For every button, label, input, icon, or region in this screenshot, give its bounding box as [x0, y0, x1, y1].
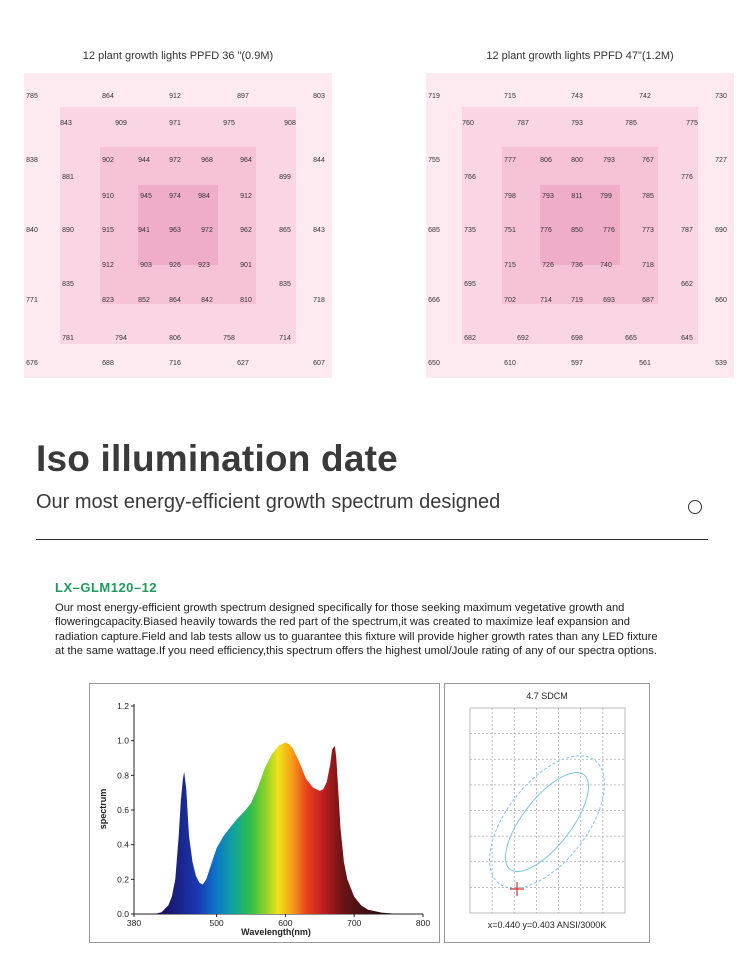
ppfd-panel-0.9m: [24, 50, 332, 380]
ppfd-value: 740: [600, 262, 612, 269]
ppfd-value: 843: [60, 120, 72, 127]
ppfd-value: 899: [279, 174, 291, 181]
product-description: Our most energy-efficient growth spectrum designed specifically for those seeking maximum vegetative growth and floweringcapacity.Biased heavily towards the red part of the spectrum,it was created to maximize leaf expansion and radiation capture.Field and lab tests allow us to guarantee this fixture will provide higher growth rates than any LED fixture at the same wattage.If you need efficiency,this spectrum offers the highest umol/Joule rating of any of our spectra options.: [55, 602, 658, 658]
ppfd-value: 751: [504, 227, 516, 234]
circle-icon: [688, 500, 702, 514]
ppfd-value: 972: [169, 157, 181, 164]
ppfd-value: 719: [428, 93, 440, 100]
ppfd-value: 742: [639, 93, 651, 100]
ppfd-value: 785: [26, 93, 38, 100]
ppfd-value: 811: [571, 193, 583, 200]
ppfd-value: 785: [625, 120, 637, 127]
y-tick-label: 0.6: [117, 805, 129, 815]
ppfd-value: 968: [201, 157, 213, 164]
spectrum-area: [134, 742, 409, 914]
x-tick-label: 700: [347, 918, 362, 928]
ppfd-value: 799: [600, 193, 612, 200]
ppfd-value: 676: [26, 360, 38, 367]
ppfd-value: 908: [284, 120, 296, 127]
sdcm-grid: [470, 708, 625, 913]
ppfd-value: 692: [517, 335, 529, 342]
ppfd-value: 975: [223, 120, 235, 127]
ppfd-value: 698: [571, 335, 583, 342]
y-tick-label: 1.2: [117, 701, 129, 711]
divider: [36, 539, 708, 540]
spectrum-chart-panel: [89, 683, 440, 943]
ppfd-value: 666: [428, 297, 440, 304]
ppfd-value: 690: [715, 227, 727, 234]
ppfd-value: 923: [198, 262, 210, 269]
ppfd-value: 687: [642, 297, 654, 304]
ppfd-value: 835: [279, 281, 291, 288]
ppfd-value: 775: [686, 120, 698, 127]
y-tick-label: 0.8: [117, 770, 129, 781]
ppfd-value: 793: [603, 157, 615, 164]
ppfd-value: 718: [313, 297, 325, 304]
ppfd-value: 915: [102, 227, 114, 234]
ppfd-value: 693: [603, 297, 615, 304]
ppfd-value: 716: [169, 360, 181, 367]
ppfd-value: 840: [26, 227, 38, 234]
chromaticity-marker: [510, 882, 524, 896]
ppfd-value: 714: [279, 335, 291, 342]
ppfd-value: 785: [642, 193, 654, 200]
ppfd-title: 12 plant growth lights PPFD 36 "(0.9M): [82, 50, 274, 62]
sdcm-panel: [444, 683, 650, 943]
ppfd-value: 806: [169, 335, 181, 342]
ppfd-value: 735: [464, 227, 476, 234]
ppfd-value: 971: [169, 120, 181, 127]
ppfd-value: 755: [428, 157, 440, 164]
ppfd-value: 597: [571, 360, 583, 367]
ppfd-value: 726: [542, 262, 554, 269]
y-tick-label: 0.0: [117, 909, 129, 919]
ppfd-value: 773: [642, 227, 654, 234]
ppfd-value: 714: [540, 297, 552, 304]
ppfd-value: 941: [138, 227, 150, 234]
chromaticity-readout: x=0.440 y=0.403 ANSI/3000K: [487, 920, 607, 930]
ppfd-value: 909: [115, 120, 127, 127]
ppfd-value: 645: [681, 335, 693, 342]
ppfd-value: 944: [138, 157, 150, 164]
ppfd-value: 852: [138, 297, 150, 304]
ppfd-value: 864: [102, 93, 114, 100]
ppfd-value: 760: [462, 120, 474, 127]
ppfd-value: 627: [237, 360, 249, 367]
ppfd-value: 945: [140, 193, 152, 200]
x-tick-label: 600: [278, 918, 293, 928]
ppfd-value: 800: [571, 157, 583, 164]
ppfd-value: 890: [62, 227, 74, 234]
ppfd-value: 794: [115, 335, 127, 342]
ppfd-value: 787: [517, 120, 529, 127]
ppfd-value: 743: [571, 93, 583, 100]
ppfd-value: 682: [464, 335, 476, 342]
ppfd-value: 776: [603, 227, 615, 234]
product-model: LX–GLM120–12: [55, 580, 158, 595]
ppfd-value: 842: [201, 297, 213, 304]
y-tick-label: 0.2: [117, 874, 129, 885]
ppfd-value: 730: [715, 93, 727, 100]
ppfd-value: 758: [223, 335, 235, 342]
sdcm-inner-ellipse: [491, 760, 603, 884]
ppfd-value: 610: [504, 360, 516, 367]
ppfd-value: 897: [237, 93, 249, 100]
ppfd-value: 777: [504, 157, 516, 164]
section-title: Iso illumination date: [36, 438, 398, 479]
ppfd-value: 718: [642, 262, 654, 269]
ppfd-value: 912: [169, 93, 181, 100]
ppfd-value: 803: [313, 93, 325, 100]
ppfd-value: 881: [62, 174, 74, 181]
ppfd-value: 793: [542, 193, 554, 200]
ppfd-value: 719: [571, 297, 583, 304]
ppfd-value: 685: [428, 227, 440, 234]
ppfd-value: 715: [504, 93, 516, 100]
ppfd-value: 695: [464, 281, 476, 288]
ppfd-value: 715: [504, 262, 516, 269]
y-tick-label: 0.4: [117, 839, 129, 850]
ppfd-value: 561: [639, 360, 651, 367]
x-axis-label: Wavelength(nm): [241, 927, 311, 937]
ppfd-value: 787: [681, 227, 693, 234]
sdcm-diagram: [445, 684, 649, 942]
ppfd-value: 910: [102, 193, 114, 200]
y-tick-label: 1.0: [117, 735, 129, 746]
ppfd-value: 793: [571, 120, 583, 127]
ppfd-value: 962: [240, 227, 252, 234]
ppfd-value: 776: [681, 174, 693, 181]
sdcm-title: 4.7 SDCM: [526, 691, 568, 701]
ppfd-value: 806: [540, 157, 552, 164]
ppfd-panel-1.2m: [426, 50, 734, 380]
ppfd-value: 901: [240, 262, 252, 269]
ppfd-value: 835: [62, 281, 74, 288]
ppfd-value: 650: [428, 360, 440, 367]
ppfd-value: 926: [169, 262, 181, 269]
ppfd-value: 607: [313, 360, 325, 367]
ppfd-value: 781: [62, 335, 74, 342]
ppfd-value: 766: [464, 174, 476, 181]
ppfd-value: 810: [240, 297, 252, 304]
ppfd-value: 850: [571, 227, 583, 234]
ppfd-title: 12 plant growth lights PPFD 47"(1.2M): [486, 50, 674, 62]
x-tick-label: 800: [415, 918, 431, 928]
y-axis-label: spectrum: [98, 788, 108, 830]
ppfd-value: 727: [715, 157, 727, 164]
spectrum-chart: [90, 684, 439, 942]
ppfd-value: 660: [715, 297, 727, 304]
ppfd-value: 972: [201, 227, 213, 234]
x-tick-label: 500: [209, 918, 224, 928]
ppfd-value: 912: [102, 262, 114, 269]
ppfd-value: 974: [169, 193, 181, 200]
ppfd-value: 902: [102, 157, 114, 164]
ppfd-value: 823: [102, 297, 114, 304]
ppfd-value: 903: [140, 262, 152, 269]
ppfd-value: 662: [681, 281, 693, 288]
ppfd-value: 844: [313, 157, 325, 164]
ppfd-value: 864: [169, 297, 181, 304]
ppfd-value: 539: [715, 360, 727, 367]
ppfd-value: 736: [571, 262, 583, 269]
ppfd-value: 688: [102, 360, 114, 367]
ppfd-value: 771: [26, 297, 38, 304]
ppfd-value: 865: [279, 227, 291, 234]
ppfd-value: 767: [642, 157, 654, 164]
ppfd-value: 963: [169, 227, 181, 234]
ppfd-value: 843: [313, 227, 325, 234]
ppfd-value: 702: [504, 297, 516, 304]
ppfd-value: 838: [26, 157, 38, 164]
ppfd-value: 984: [198, 193, 210, 200]
ppfd-value: 665: [625, 335, 637, 342]
ppfd-value: 776: [540, 227, 552, 234]
ppfd-value: 912: [240, 193, 252, 200]
ppfd-value: 798: [504, 193, 516, 200]
ppfd-value: 964: [240, 157, 252, 164]
x-tick-label: 380: [126, 918, 142, 928]
section-subtitle: Our most energy-efficient growth spectrum designed: [36, 491, 501, 513]
